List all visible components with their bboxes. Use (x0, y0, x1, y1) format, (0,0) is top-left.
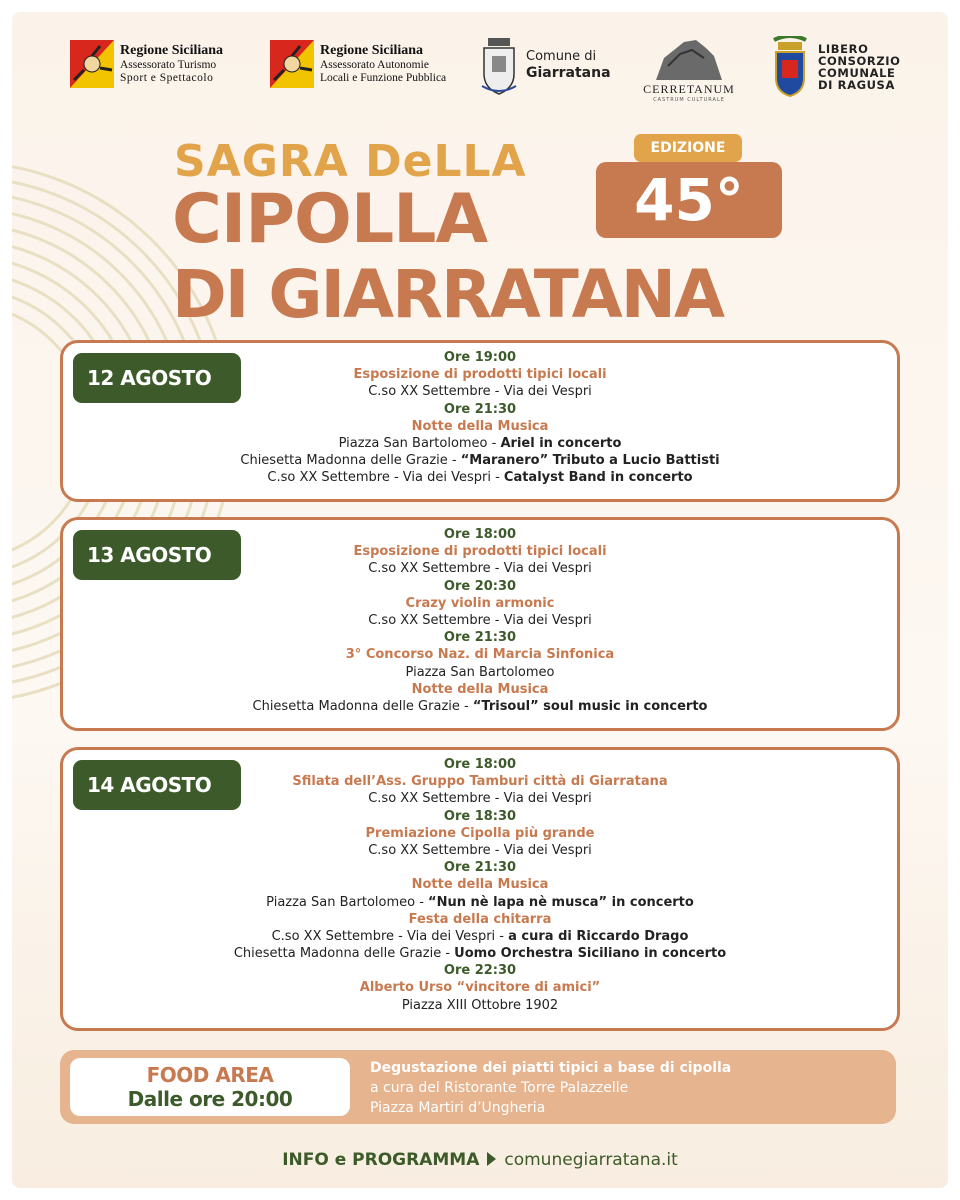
schedule-place (63, 928, 897, 945)
schedule-text: Esposizione di prodotti tipici locali (353, 544, 607, 560)
logo-title: Regione Siciliana (120, 42, 224, 58)
schedule-text: C.so XX Settembre - Via dei Vespri - (271, 928, 509, 944)
regione-turismo-logo (70, 40, 223, 88)
schedule-text: Ore 18:00 (443, 757, 517, 772)
schedule-time (63, 349, 897, 366)
food-desc-line: Piazza Martiri d’Ungheria (370, 1100, 546, 1116)
schedule-text: Premiazione Cipolla più grande (365, 825, 595, 841)
schedule-event (63, 911, 897, 928)
schedule-text: Crazy violin armonic (405, 595, 555, 611)
performer-text: a cura di Riccardo Drago (508, 928, 689, 944)
schedule-text: Ore 22:30 (443, 963, 517, 979)
schedule-place (63, 842, 897, 859)
schedule-text: Piazza XIII Ottobre 1902 (401, 997, 559, 1013)
title-line-2: CIPOLLA (172, 180, 488, 259)
food-area (60, 1050, 896, 1124)
schedule-event (63, 876, 897, 893)
schedule-place (63, 945, 897, 962)
day-card-12 (60, 340, 900, 502)
schedule-text: Piazza San Bartolomeo - (266, 894, 429, 910)
title-line-3: DI GIARRATANA (172, 256, 724, 333)
day-badge: 14 AGOSTO (73, 760, 241, 810)
schedule-text: Ore 20:30 (443, 578, 517, 594)
day-badge: 13 AGOSTO (73, 530, 241, 580)
food-area-description (370, 1058, 731, 1118)
schedule-text: Ore 18:00 (443, 527, 517, 542)
logo-line: Assessorato Turismo (120, 58, 217, 71)
schedule-text: Chiesetta Madonna delle Grazie - (233, 946, 455, 962)
schedule-text: Festa della chitarra (408, 911, 552, 927)
schedule-text: Notte della Musica (411, 418, 549, 434)
schedule-text: Piazza San Bartolomeo (405, 664, 555, 680)
logo-line: Locali e Funzione Pubblica (320, 72, 447, 85)
schedule-time (63, 526, 897, 543)
schedule-place (63, 894, 897, 911)
schedule-event (63, 773, 897, 790)
schedule-text: C.so XX Settembre - Via dei Vespri (368, 561, 592, 577)
schedule-text: Notte della Musica (411, 877, 549, 893)
schedule-place (63, 664, 897, 681)
website-link[interactable]: comunegiarratana.it (504, 1150, 678, 1170)
schedule-place (63, 698, 897, 715)
performer-text: Catalyst Band in concerto (503, 470, 693, 486)
sponsor-logos (12, 36, 948, 116)
schedule-text: Notte della Musica (411, 681, 549, 697)
schedule-time (63, 808, 897, 825)
rock-icon (654, 36, 724, 82)
libero-consorzio-logo (768, 36, 901, 98)
logo-line: DI RAGUSA (818, 78, 895, 93)
schedule-text: Alberto Urso “vincitore di amici” (359, 980, 601, 996)
performer-text: “Maranero” Tributo a Lucio Battisti (460, 453, 720, 469)
coat-of-arms-icon (480, 36, 518, 96)
footer (12, 1150, 948, 1170)
food-desc-line: Degustazione dei piatti tipici a base di cipolla (370, 1060, 732, 1076)
schedule-event (63, 543, 897, 560)
schedule-text: Esposizione di prodotti tipici locali (353, 367, 607, 383)
schedule-text: Ore 21:30 (443, 401, 517, 417)
schedule-time (63, 629, 897, 646)
performer-text: Uomo Orchestra Siciliano in concerto (454, 946, 727, 962)
schedule-event (63, 681, 897, 698)
schedule-place (63, 997, 897, 1014)
performer-text: “Nun nè lapa nè musca” in concerto (428, 894, 694, 910)
schedule-text: Sfilata dell’Ass. Gruppo Tamburi città di Giarratana (292, 774, 668, 790)
edition-label: EDIZIONE (634, 134, 742, 162)
schedule-text: Chiesetta Madonna delle Grazie - (240, 453, 461, 469)
schedule-place (63, 790, 897, 807)
comune-giarratana-logo (480, 36, 611, 96)
schedule-event (63, 979, 897, 996)
arrow-right-icon (487, 1152, 496, 1166)
schedule-time (63, 962, 897, 979)
schedule-event (63, 418, 897, 435)
schedule-place (63, 435, 897, 452)
schedule-text: Ore 21:30 (443, 630, 517, 646)
schedule-place (63, 452, 897, 469)
performer-text: “Trisoul” soul music in concerto (472, 698, 708, 714)
schedule-lines (63, 349, 897, 487)
schedule-text: 3° Concorso Naz. di Marcia Sinfonica (345, 647, 615, 663)
schedule-place (63, 560, 897, 577)
logo-title: Giarratana (526, 65, 611, 82)
schedule-text: Ore 21:30 (443, 860, 517, 876)
schedule-text: Chiesetta Madonna delle Grazie - (252, 698, 473, 714)
day-card-14 (60, 747, 900, 1031)
regione-autonomie-logo (270, 40, 446, 88)
logo-line: Comune di (526, 49, 597, 65)
crest-icon (768, 36, 812, 98)
schedule-text: C.so XX Settembre - Via dei Vespri - (267, 470, 504, 486)
logo-line: COMUNALE (818, 66, 896, 80)
logo-line: CONSORZIO (818, 53, 901, 68)
schedule-event (63, 595, 897, 612)
schedule-text: Piazza San Bartolomeo - (338, 435, 501, 451)
schedule-text: Ore 18:30 (443, 808, 517, 824)
trinacria-icon (70, 40, 114, 88)
schedule-time (63, 401, 897, 418)
schedule-text: C.so XX Settembre - Via dei Vespri (368, 791, 592, 807)
schedule-time (63, 859, 897, 876)
footer-label: INFO e PROGRAMMA (282, 1150, 480, 1170)
poster (12, 12, 948, 1188)
performer-text: Ariel in concerto (500, 435, 622, 451)
food-area-title: FOOD AREA (146, 1063, 274, 1087)
schedule-text: C.so XX Settembre - Via dei Vespri (368, 842, 592, 858)
schedule-place (63, 612, 897, 629)
schedule-event (63, 825, 897, 842)
food-area-time: Dalle ore 20:00 (127, 1087, 293, 1111)
trinacria-icon (270, 40, 314, 88)
logo-line: Sport e Spettacolo (120, 72, 214, 85)
food-area-box (70, 1058, 350, 1116)
schedule-lines (63, 756, 897, 1014)
food-desc-line: a cura del Ristorante Torre Palazzelle (370, 1080, 629, 1096)
schedule-place (63, 469, 897, 486)
schedule-time (63, 756, 897, 773)
schedule-event (63, 646, 897, 663)
edition-number: 45° (596, 162, 782, 238)
schedule-lines (63, 526, 897, 715)
schedule-event (63, 366, 897, 383)
schedule-text: C.so XX Settembre - Via dei Vespri (368, 612, 592, 628)
day-card-13 (60, 517, 900, 731)
schedule-text: C.so XX Settembre - Via dei Vespri (368, 384, 592, 400)
logo-line: LIBERO (818, 41, 869, 56)
day-badge: 12 AGOSTO (73, 353, 241, 403)
logo-subtitle: CASTRUM CULTURALE (653, 97, 725, 103)
cerretanum-logo (644, 36, 734, 103)
schedule-time (63, 578, 897, 595)
schedule-place (63, 383, 897, 400)
schedule-text: Ore 19:00 (443, 350, 517, 365)
logo-title: CERRETANUM (643, 82, 735, 96)
logo-title: Regione Siciliana (320, 42, 424, 58)
title-line-1: SAGRA DeLLA (174, 136, 527, 187)
logo-line: Assessorato Autonomie (320, 58, 429, 71)
